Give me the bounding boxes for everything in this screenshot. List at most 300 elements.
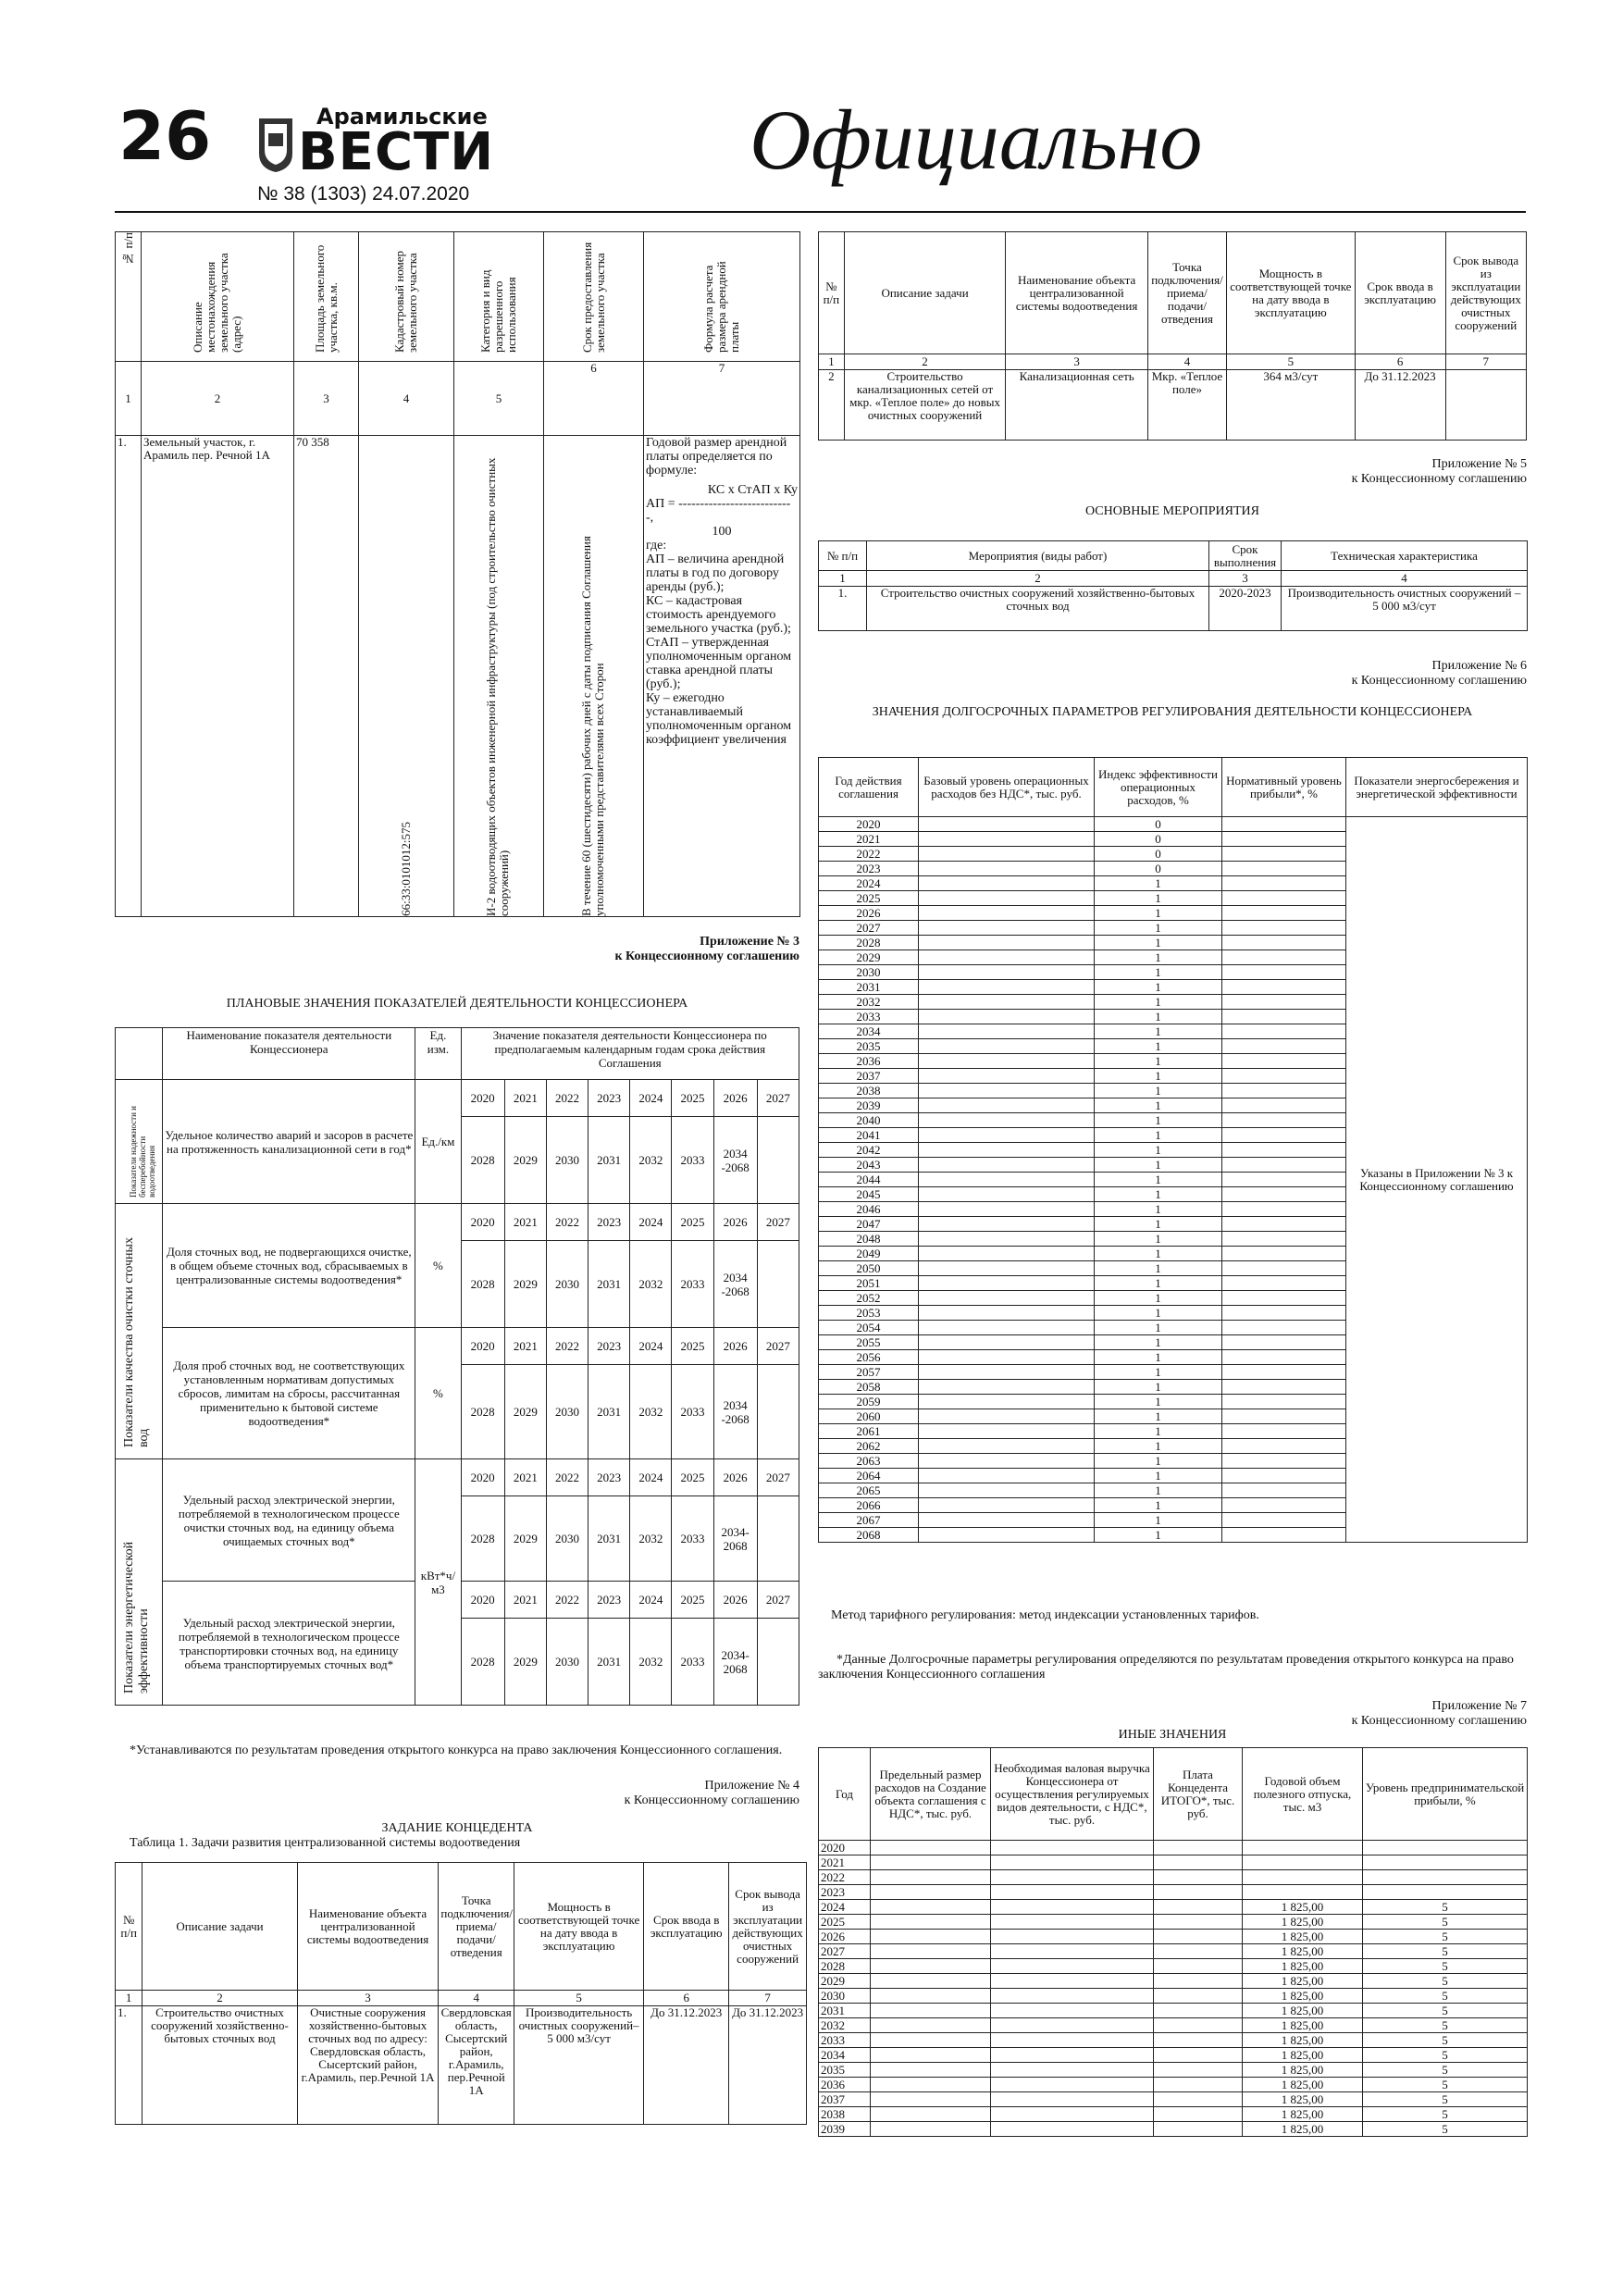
t2-n-0: 1 bbox=[819, 354, 845, 370]
t4-h-4: Показатели энергосбережения и энергетической эффективности bbox=[1346, 758, 1528, 817]
table-cell bbox=[991, 2063, 1154, 2078]
table-cell: 5 bbox=[1363, 1974, 1528, 1989]
table-cell: 2037 bbox=[819, 1069, 919, 1084]
year-cell: 2030 bbox=[546, 1619, 588, 1706]
table-cell: 2060 bbox=[819, 1409, 919, 1424]
t2-r-1: Строительство канализационных сетей от мкр. «Теплое поле» до новых очистных сооружений bbox=[844, 370, 1006, 441]
table-cell: 1 bbox=[1095, 1039, 1222, 1054]
table-cell bbox=[919, 1335, 1095, 1350]
table-cell: 1 bbox=[1095, 1276, 1222, 1291]
kpi-unit-4: кВт*ч/ м3 bbox=[415, 1459, 461, 1706]
year-cell: 2020 bbox=[461, 1204, 504, 1241]
table-cell: 2028 bbox=[819, 936, 919, 950]
t2-h-6: Срок вывода из эксплуатации действующих очистных сооружений bbox=[1445, 232, 1526, 354]
table-cell bbox=[919, 1232, 1095, 1247]
year-cell: 2027 bbox=[757, 1582, 799, 1619]
table-cell: 1 bbox=[1095, 1173, 1222, 1187]
app7-title: ИНЫЕ ЗНАЧЕНИЯ bbox=[1118, 1728, 1227, 1742]
table-cell: 5 bbox=[1363, 2078, 1528, 2092]
table-cell: 2066 bbox=[819, 1498, 919, 1513]
t3-n-3: 4 bbox=[1282, 571, 1528, 587]
table-cell: 2023 bbox=[819, 1885, 871, 1900]
table-cell bbox=[1222, 1217, 1346, 1232]
table-cell bbox=[871, 2107, 991, 2122]
t1-h-5: Срок ввода в эксплуатацию bbox=[644, 1863, 729, 1991]
table-cell bbox=[919, 1069, 1095, 1084]
kpi-h-value: Значение показателя деятельности Концессионера по предполагаемым календарным годам срока действия Соглашения bbox=[461, 1028, 799, 1080]
table-cell bbox=[1222, 1380, 1346, 1395]
land-num-4: 4 bbox=[359, 362, 454, 436]
table-cell: 2057 bbox=[819, 1365, 919, 1380]
table-row bbox=[819, 1900, 1528, 1915]
t2-r-4: 364 м3/сут bbox=[1227, 370, 1356, 441]
year-cell: 2021 bbox=[504, 1204, 546, 1241]
table-cell: 2035 bbox=[819, 2063, 871, 2078]
year-cell: 2033 bbox=[672, 1619, 713, 1706]
other-values-table bbox=[818, 1747, 1528, 2137]
year-cell: 2033 bbox=[672, 1117, 713, 1204]
land-num-5: 5 bbox=[454, 362, 544, 436]
kpi-ind-5: Удельный расход электрической энергии, потребляемой в технологическом процессе транспортировки сточных вод, на единицу объема транспортируемых сточных вод* bbox=[163, 1582, 415, 1706]
section-title: Официально bbox=[750, 93, 1203, 187]
table-row bbox=[819, 2122, 1528, 2137]
table-cell bbox=[919, 891, 1095, 906]
table-cell bbox=[991, 1959, 1154, 1974]
table-cell: 2041 bbox=[819, 1128, 919, 1143]
app6-sub: к Концессионному соглашению bbox=[1351, 674, 1527, 688]
year-cell: 2030 bbox=[546, 1496, 588, 1582]
t2-n-2: 3 bbox=[1006, 354, 1147, 370]
table-cell bbox=[1222, 1291, 1346, 1306]
year-cell: 2020 bbox=[461, 1328, 504, 1365]
table-cell: 1 bbox=[1095, 980, 1222, 995]
table-cell bbox=[919, 950, 1095, 965]
table-cell bbox=[1222, 1098, 1346, 1113]
table-cell bbox=[1222, 1247, 1346, 1261]
table-cell: 1 bbox=[1095, 995, 1222, 1010]
table-cell bbox=[1363, 1870, 1528, 1885]
table-cell bbox=[871, 2122, 991, 2137]
table-cell: 2055 bbox=[819, 1335, 919, 1350]
table-cell bbox=[1222, 965, 1346, 980]
table-cell bbox=[871, 2004, 991, 2018]
table-cell: 2025 bbox=[819, 1915, 871, 1930]
table-cell: 2049 bbox=[819, 1247, 919, 1261]
table-cell bbox=[871, 2033, 991, 2048]
table-cell bbox=[1154, 2122, 1243, 2137]
energy-note: Указаны в Приложении № 3 к Концессионному соглашению bbox=[1346, 817, 1528, 1543]
table-cell: 2061 bbox=[819, 1424, 919, 1439]
network-task-table bbox=[818, 231, 1527, 441]
formula-intro: Годовой размер арендной платы определяется по формуле: bbox=[646, 436, 787, 478]
table-cell bbox=[1154, 1989, 1243, 2004]
table-row bbox=[819, 2004, 1528, 2018]
year-cell: 2026 bbox=[713, 1582, 757, 1619]
land-header-0: № п/п bbox=[120, 232, 135, 266]
t2-r-0: 2 bbox=[819, 370, 845, 441]
table-cell bbox=[1154, 2004, 1243, 2018]
table-cell: 1 bbox=[1095, 1024, 1222, 1039]
t2-h-1: Описание задачи bbox=[844, 232, 1006, 354]
formula-stap: СтАП – утвержденная уполномоченным органом ставка арендной платы (руб.); bbox=[646, 636, 792, 691]
t2-n-5: 6 bbox=[1355, 354, 1445, 370]
table-row bbox=[819, 2063, 1528, 2078]
table-cell bbox=[919, 1247, 1095, 1261]
table-cell: 5 bbox=[1363, 1959, 1528, 1974]
t2-r-5: До 31.12.2023 bbox=[1355, 370, 1445, 441]
table-cell: 2046 bbox=[819, 1202, 919, 1217]
app6-method: Метод тарифного регулирования: метод индексации установленных тарифов. bbox=[831, 1608, 1259, 1622]
table-cell: 1 bbox=[1095, 1365, 1222, 1380]
table-cell: 1 825,00 bbox=[1243, 1944, 1363, 1959]
table-cell bbox=[1222, 1113, 1346, 1128]
t1-n-5: 6 bbox=[644, 1991, 729, 2006]
app4-label: Приложение № 4 bbox=[704, 1779, 799, 1793]
table-cell: 2026 bbox=[819, 1930, 871, 1944]
table-cell bbox=[919, 1291, 1095, 1306]
table-cell bbox=[1222, 1173, 1346, 1187]
table-cell bbox=[919, 1113, 1095, 1128]
t3-r-3: Производительность очистных сооружений – 5 000 м3/сут bbox=[1282, 587, 1528, 631]
t2-n-4: 5 bbox=[1227, 354, 1356, 370]
table-cell: 2052 bbox=[819, 1291, 919, 1306]
land-header-3: Кадастровый номер земельного участка bbox=[392, 250, 419, 353]
table-cell bbox=[1154, 2018, 1243, 2033]
table-row bbox=[819, 1870, 1528, 1885]
table-cell: 2034 bbox=[819, 2048, 871, 2063]
year-cell: 2031 bbox=[588, 1117, 630, 1204]
table-cell: 1 bbox=[1095, 1483, 1222, 1498]
table-cell bbox=[1222, 1321, 1346, 1335]
table-cell: 2027 bbox=[819, 921, 919, 936]
table-row bbox=[819, 2092, 1528, 2107]
table-cell: 5 bbox=[1363, 1915, 1528, 1930]
year-cell: 2020 bbox=[461, 1582, 504, 1619]
land-num-1: 1 bbox=[116, 362, 142, 436]
t5-h-3: Плата Концедента ИТОГО*, тыс. руб. bbox=[1154, 1748, 1243, 1841]
table-cell bbox=[991, 1855, 1154, 1870]
table-cell bbox=[1222, 995, 1346, 1010]
year-cell: 2034- 2068 bbox=[713, 1619, 757, 1706]
table-row bbox=[819, 1855, 1528, 1870]
table-cell bbox=[919, 1098, 1095, 1113]
table-cell: 1 825,00 bbox=[1243, 1974, 1363, 1989]
year-cell: 2024 bbox=[630, 1328, 672, 1365]
table-cell bbox=[919, 832, 1095, 847]
table-cell bbox=[1222, 950, 1346, 965]
table-cell bbox=[919, 1143, 1095, 1158]
table-cell bbox=[871, 1870, 991, 1885]
table-cell: 0 bbox=[1095, 832, 1222, 847]
logo-main-text: ВЕСТИ bbox=[298, 122, 495, 182]
table-cell: 2024 bbox=[819, 876, 919, 891]
land-plot-table bbox=[115, 231, 800, 917]
table-cell: 2039 bbox=[819, 2122, 871, 2137]
table-cell: 1 bbox=[1095, 1054, 1222, 1069]
t3-r-1: Строительство очистных сооружений хозяйственно-бытовых сточных вод bbox=[867, 587, 1209, 631]
t3-h-0: № п/п bbox=[819, 541, 867, 571]
table-cell bbox=[1222, 876, 1346, 891]
year-cell: 2032 bbox=[630, 1241, 672, 1328]
table-cell bbox=[1222, 1469, 1346, 1483]
table-cell bbox=[919, 921, 1095, 936]
table-cell bbox=[919, 1173, 1095, 1187]
table-cell bbox=[871, 1900, 991, 1915]
table-cell bbox=[919, 1261, 1095, 1276]
table-cell: 5 bbox=[1363, 2122, 1528, 2137]
table-cell: 2039 bbox=[819, 1098, 919, 1113]
t5-h-2: Необходимая валовая выручка Концессионера от осуществления регулируемых видов деятельности, с НДС*, тыс. руб. bbox=[991, 1748, 1154, 1841]
table-cell: 2022 bbox=[819, 1870, 871, 1885]
t1-h-3: Точка подключения/ приема/ подачи/ отведения bbox=[439, 1863, 514, 1991]
table-cell bbox=[919, 1350, 1095, 1365]
t2-n-3: 4 bbox=[1147, 354, 1226, 370]
year-cell: 2021 bbox=[504, 1582, 546, 1619]
table-cell: 5 bbox=[1363, 2092, 1528, 2107]
table-cell bbox=[871, 2092, 991, 2107]
table-cell: 1 825,00 bbox=[1243, 1989, 1363, 2004]
year-cell: 2026 bbox=[713, 1328, 757, 1365]
kpi-ind-3: Доля проб сточных вод, не соответствующих установленным нормативам допустимых сбросов, лимитам на сбросы, рассчитанная применительно к бытовой системе водоотведения* bbox=[163, 1328, 415, 1459]
t2-n-1: 2 bbox=[844, 354, 1006, 370]
table-cell: 1 bbox=[1095, 1424, 1222, 1439]
table-cell: 2029 bbox=[819, 1974, 871, 1989]
table-cell bbox=[1222, 936, 1346, 950]
table-cell: 1 bbox=[1095, 906, 1222, 921]
table-cell: 1 bbox=[1095, 1321, 1222, 1335]
table-cell: 2058 bbox=[819, 1380, 919, 1395]
long-term-params-table bbox=[818, 757, 1528, 1543]
table-cell: 5 bbox=[1363, 1944, 1528, 1959]
table-cell: 1 bbox=[1095, 1528, 1222, 1543]
table-row bbox=[819, 2048, 1528, 2063]
table-cell bbox=[919, 965, 1095, 980]
t2-r-2: Канализационная сеть bbox=[1006, 370, 1147, 441]
table-cell: 1 825,00 bbox=[1243, 2048, 1363, 2063]
land-header-2: Площадь земельного участка, кв.м. bbox=[312, 244, 340, 353]
table-row bbox=[819, 1974, 1528, 1989]
kpi-h-name: Наименование показателя деятельности Концессионера bbox=[163, 1028, 415, 1080]
table-cell bbox=[1222, 1143, 1346, 1158]
table-row bbox=[819, 1989, 1528, 2004]
table-cell bbox=[1222, 1350, 1346, 1365]
table-cell bbox=[1222, 1158, 1346, 1173]
table-cell: 2062 bbox=[819, 1439, 919, 1454]
year-cell: 2021 bbox=[504, 1080, 546, 1117]
table-cell: 1 825,00 bbox=[1243, 2033, 1363, 2048]
year-cell: 2033 bbox=[672, 1241, 713, 1328]
table-cell bbox=[919, 1424, 1095, 1439]
year-cell: 2028 bbox=[461, 1496, 504, 1582]
app5-title: ОСНОВНЫЕ МЕРОПРИЯТИЯ bbox=[1085, 504, 1259, 518]
concedent-task-table bbox=[115, 1862, 807, 2125]
year-cell: 2033 bbox=[672, 1496, 713, 1582]
table-cell: 5 bbox=[1363, 2107, 1528, 2122]
t5-h-0: Год bbox=[819, 1748, 871, 1841]
table-cell bbox=[871, 1915, 991, 1930]
t5-h-1: Предельный размер расходов на Создание объекта соглашения с НДС*, тыс. руб. bbox=[871, 1748, 991, 1841]
table-cell bbox=[1222, 1483, 1346, 1498]
table-cell: 2068 bbox=[819, 1528, 919, 1543]
t1-r-0: 1. bbox=[116, 2006, 142, 2125]
table-cell bbox=[1222, 980, 1346, 995]
table-cell: 2021 bbox=[819, 1855, 871, 1870]
table-cell: 1 bbox=[1095, 1409, 1222, 1424]
table-cell: 1 bbox=[1095, 1084, 1222, 1098]
table-cell bbox=[1222, 906, 1346, 921]
table-cell bbox=[1243, 1885, 1363, 1900]
table-cell bbox=[919, 1024, 1095, 1039]
year-cell: 2023 bbox=[588, 1080, 630, 1117]
table-cell bbox=[1222, 1084, 1346, 1098]
coat-of-arms-icon bbox=[257, 113, 294, 174]
land-header-1: Описание местонахождения земельного участка (адрес) bbox=[191, 253, 243, 353]
table-cell bbox=[919, 1276, 1095, 1291]
t1-h-6: Срок вывода из эксплуатации действующих очистных сооружений bbox=[729, 1863, 807, 1991]
table-row bbox=[819, 1885, 1528, 1900]
year-cell: 2030 bbox=[546, 1241, 588, 1328]
table-cell bbox=[1222, 1202, 1346, 1217]
table-cell: 2047 bbox=[819, 1217, 919, 1232]
table-cell: 1 bbox=[1095, 1010, 1222, 1024]
table-row bbox=[819, 2018, 1528, 2033]
table-row bbox=[819, 1915, 1528, 1930]
table-cell bbox=[1243, 1841, 1363, 1855]
kpi-ind-1: Удельное количество аварий и засоров в расчете на протяженность канализационной сети в год* bbox=[163, 1080, 415, 1204]
table-cell bbox=[871, 2048, 991, 2063]
year-cell: 2022 bbox=[546, 1204, 588, 1241]
table-row bbox=[819, 817, 1528, 832]
table-cell: 2064 bbox=[819, 1469, 919, 1483]
app3-title: ПЛАНОВЫЕ ЗНАЧЕНИЯ ПОКАЗАТЕЛЕЙ ДЕЯТЕЛЬНОСТИ КОНЦЕССИОНЕРА bbox=[226, 997, 688, 1011]
table-cell bbox=[1222, 1187, 1346, 1202]
table-cell: 1 bbox=[1095, 1217, 1222, 1232]
land-row-category: И-2 водоотводящих объектов инженерной инфраструктуры (под строительство очистных сооружений) bbox=[484, 457, 511, 916]
table-cell bbox=[991, 1974, 1154, 1989]
formula-line: АП = ---------------------------, bbox=[646, 497, 791, 525]
land-num-7: 7 bbox=[644, 362, 800, 436]
table-cell bbox=[871, 1930, 991, 1944]
app4-title: ЗАДАНИЕ КОНЦЕДЕНТА bbox=[381, 1821, 533, 1835]
table-cell: 1 bbox=[1095, 1143, 1222, 1158]
t3-h-3: Техническая характеристика bbox=[1282, 541, 1528, 571]
long-term-params-body bbox=[819, 817, 1528, 1543]
table-cell: 2031 bbox=[819, 980, 919, 995]
table-cell bbox=[1222, 1039, 1346, 1054]
table-cell: 2050 bbox=[819, 1261, 919, 1276]
year-cell: 2027 bbox=[757, 1204, 799, 1241]
table-cell: 1 bbox=[1095, 1128, 1222, 1143]
land-row-term: В течение 60 (шестидесяти) рабочих дней с даты подписания Соглашения уполномоченными представителями всех Сторон bbox=[578, 536, 606, 916]
table-cell bbox=[919, 1217, 1095, 1232]
year-cell: 2026 bbox=[713, 1204, 757, 1241]
table-cell bbox=[1154, 1900, 1243, 1915]
table-cell bbox=[871, 2063, 991, 2078]
table-cell: 1 bbox=[1095, 876, 1222, 891]
table-cell bbox=[919, 1528, 1095, 1543]
newspaper-logo bbox=[257, 104, 495, 183]
table-cell: 0 bbox=[1095, 862, 1222, 876]
table-cell: 1 825,00 bbox=[1243, 1900, 1363, 1915]
table-cell bbox=[1154, 2033, 1243, 2048]
year-cell: 2028 bbox=[461, 1241, 504, 1328]
t2-h-0: № п/п bbox=[819, 232, 845, 354]
kpi-ind-2: Доля сточных вод, не подвергающихся очистке, в общем объеме сточных вод, сбрасываемых в централизованные системы водоотведения* bbox=[163, 1204, 415, 1328]
table-cell: 0 bbox=[1095, 817, 1222, 832]
table-cell bbox=[991, 1944, 1154, 1959]
formula-denominator: 100 bbox=[712, 525, 732, 539]
land-num-3: 3 bbox=[294, 362, 359, 436]
table-cell bbox=[1222, 1335, 1346, 1350]
table-cell: 2040 bbox=[819, 1113, 919, 1128]
year-cell: 2021 bbox=[504, 1459, 546, 1496]
table-cell: 5 bbox=[1363, 2063, 1528, 2078]
app3-footnote: *Устанавливаются по результатам проведения открытого конкурса на право заключения Концессионного соглашения. bbox=[130, 1744, 783, 1757]
app7-sub: к Концессионному соглашению bbox=[1351, 1714, 1527, 1728]
year-cell: 2026 bbox=[713, 1459, 757, 1496]
t2-h-5: Срок ввода в эксплуатацию bbox=[1355, 232, 1445, 354]
table-cell: 2037 bbox=[819, 2092, 871, 2107]
table-cell: 1 bbox=[1095, 1261, 1222, 1276]
kpi-unit-2: % bbox=[415, 1204, 461, 1328]
year-cell: 2025 bbox=[672, 1204, 713, 1241]
table-cell: 1 bbox=[1095, 1350, 1222, 1365]
t1-n-1: 2 bbox=[142, 1991, 297, 2006]
table-cell bbox=[1222, 1439, 1346, 1454]
table-cell bbox=[1222, 1409, 1346, 1424]
land-row-desc: Земельный участок, г. Арамиль пер. Речной 1А bbox=[142, 436, 294, 917]
year-cell: 2022 bbox=[546, 1459, 588, 1496]
year-cell: 2030 bbox=[546, 1365, 588, 1459]
year-cell: 2025 bbox=[672, 1582, 713, 1619]
t1-r-6: До 31.12.2023 bbox=[729, 2006, 807, 2125]
land-row-area: 70 358 bbox=[294, 436, 359, 917]
table-cell bbox=[919, 1128, 1095, 1143]
table-cell bbox=[991, 1841, 1154, 1855]
table-cell bbox=[1222, 1010, 1346, 1024]
t4-h-3: Нормативный уровень прибыли*, % bbox=[1222, 758, 1346, 817]
table-cell bbox=[919, 1010, 1095, 1024]
table-cell bbox=[871, 1959, 991, 1974]
table-cell: 0 bbox=[1095, 847, 1222, 862]
app6-title: ЗНАЧЕНИЯ ДОЛГОСРОЧНЫХ ПАРАМЕТРОВ РЕГУЛИРОВАНИЯ ДЕЯТЕЛЬНОСТИ КОНЦЕССИОНЕРА bbox=[872, 705, 1473, 719]
table-row bbox=[819, 1959, 1528, 1974]
year-cell: 2032 bbox=[630, 1496, 672, 1582]
table-cell bbox=[1222, 817, 1346, 832]
table-cell bbox=[919, 876, 1095, 891]
year-cell: 2027 bbox=[757, 1459, 799, 1496]
table-cell bbox=[919, 862, 1095, 876]
table-cell bbox=[919, 1054, 1095, 1069]
t1-h-2: Наименование объекта централизованной системы водоотведения bbox=[297, 1863, 439, 1991]
table-cell bbox=[871, 1989, 991, 2004]
table-cell: 2038 bbox=[819, 1084, 919, 1098]
table-cell: 2032 bbox=[819, 2018, 871, 2033]
land-header-4: Категория и вид разрешенного использования bbox=[478, 269, 518, 353]
year-cell: 2032 bbox=[630, 1365, 672, 1459]
t1-n-2: 3 bbox=[297, 1991, 439, 2006]
year-cell: 2026 bbox=[713, 1080, 757, 1117]
table-cell bbox=[991, 2107, 1154, 2122]
year-cell: 2034 -2068 bbox=[713, 1117, 757, 1204]
main-activities-table bbox=[818, 540, 1528, 631]
t3-r-0: 1. bbox=[819, 587, 867, 631]
table-cell bbox=[919, 1439, 1095, 1454]
table-cell bbox=[991, 2092, 1154, 2107]
table-cell bbox=[871, 1855, 991, 1870]
t1-n-6: 7 bbox=[729, 1991, 807, 2006]
table-cell: 1 bbox=[1095, 1513, 1222, 1528]
